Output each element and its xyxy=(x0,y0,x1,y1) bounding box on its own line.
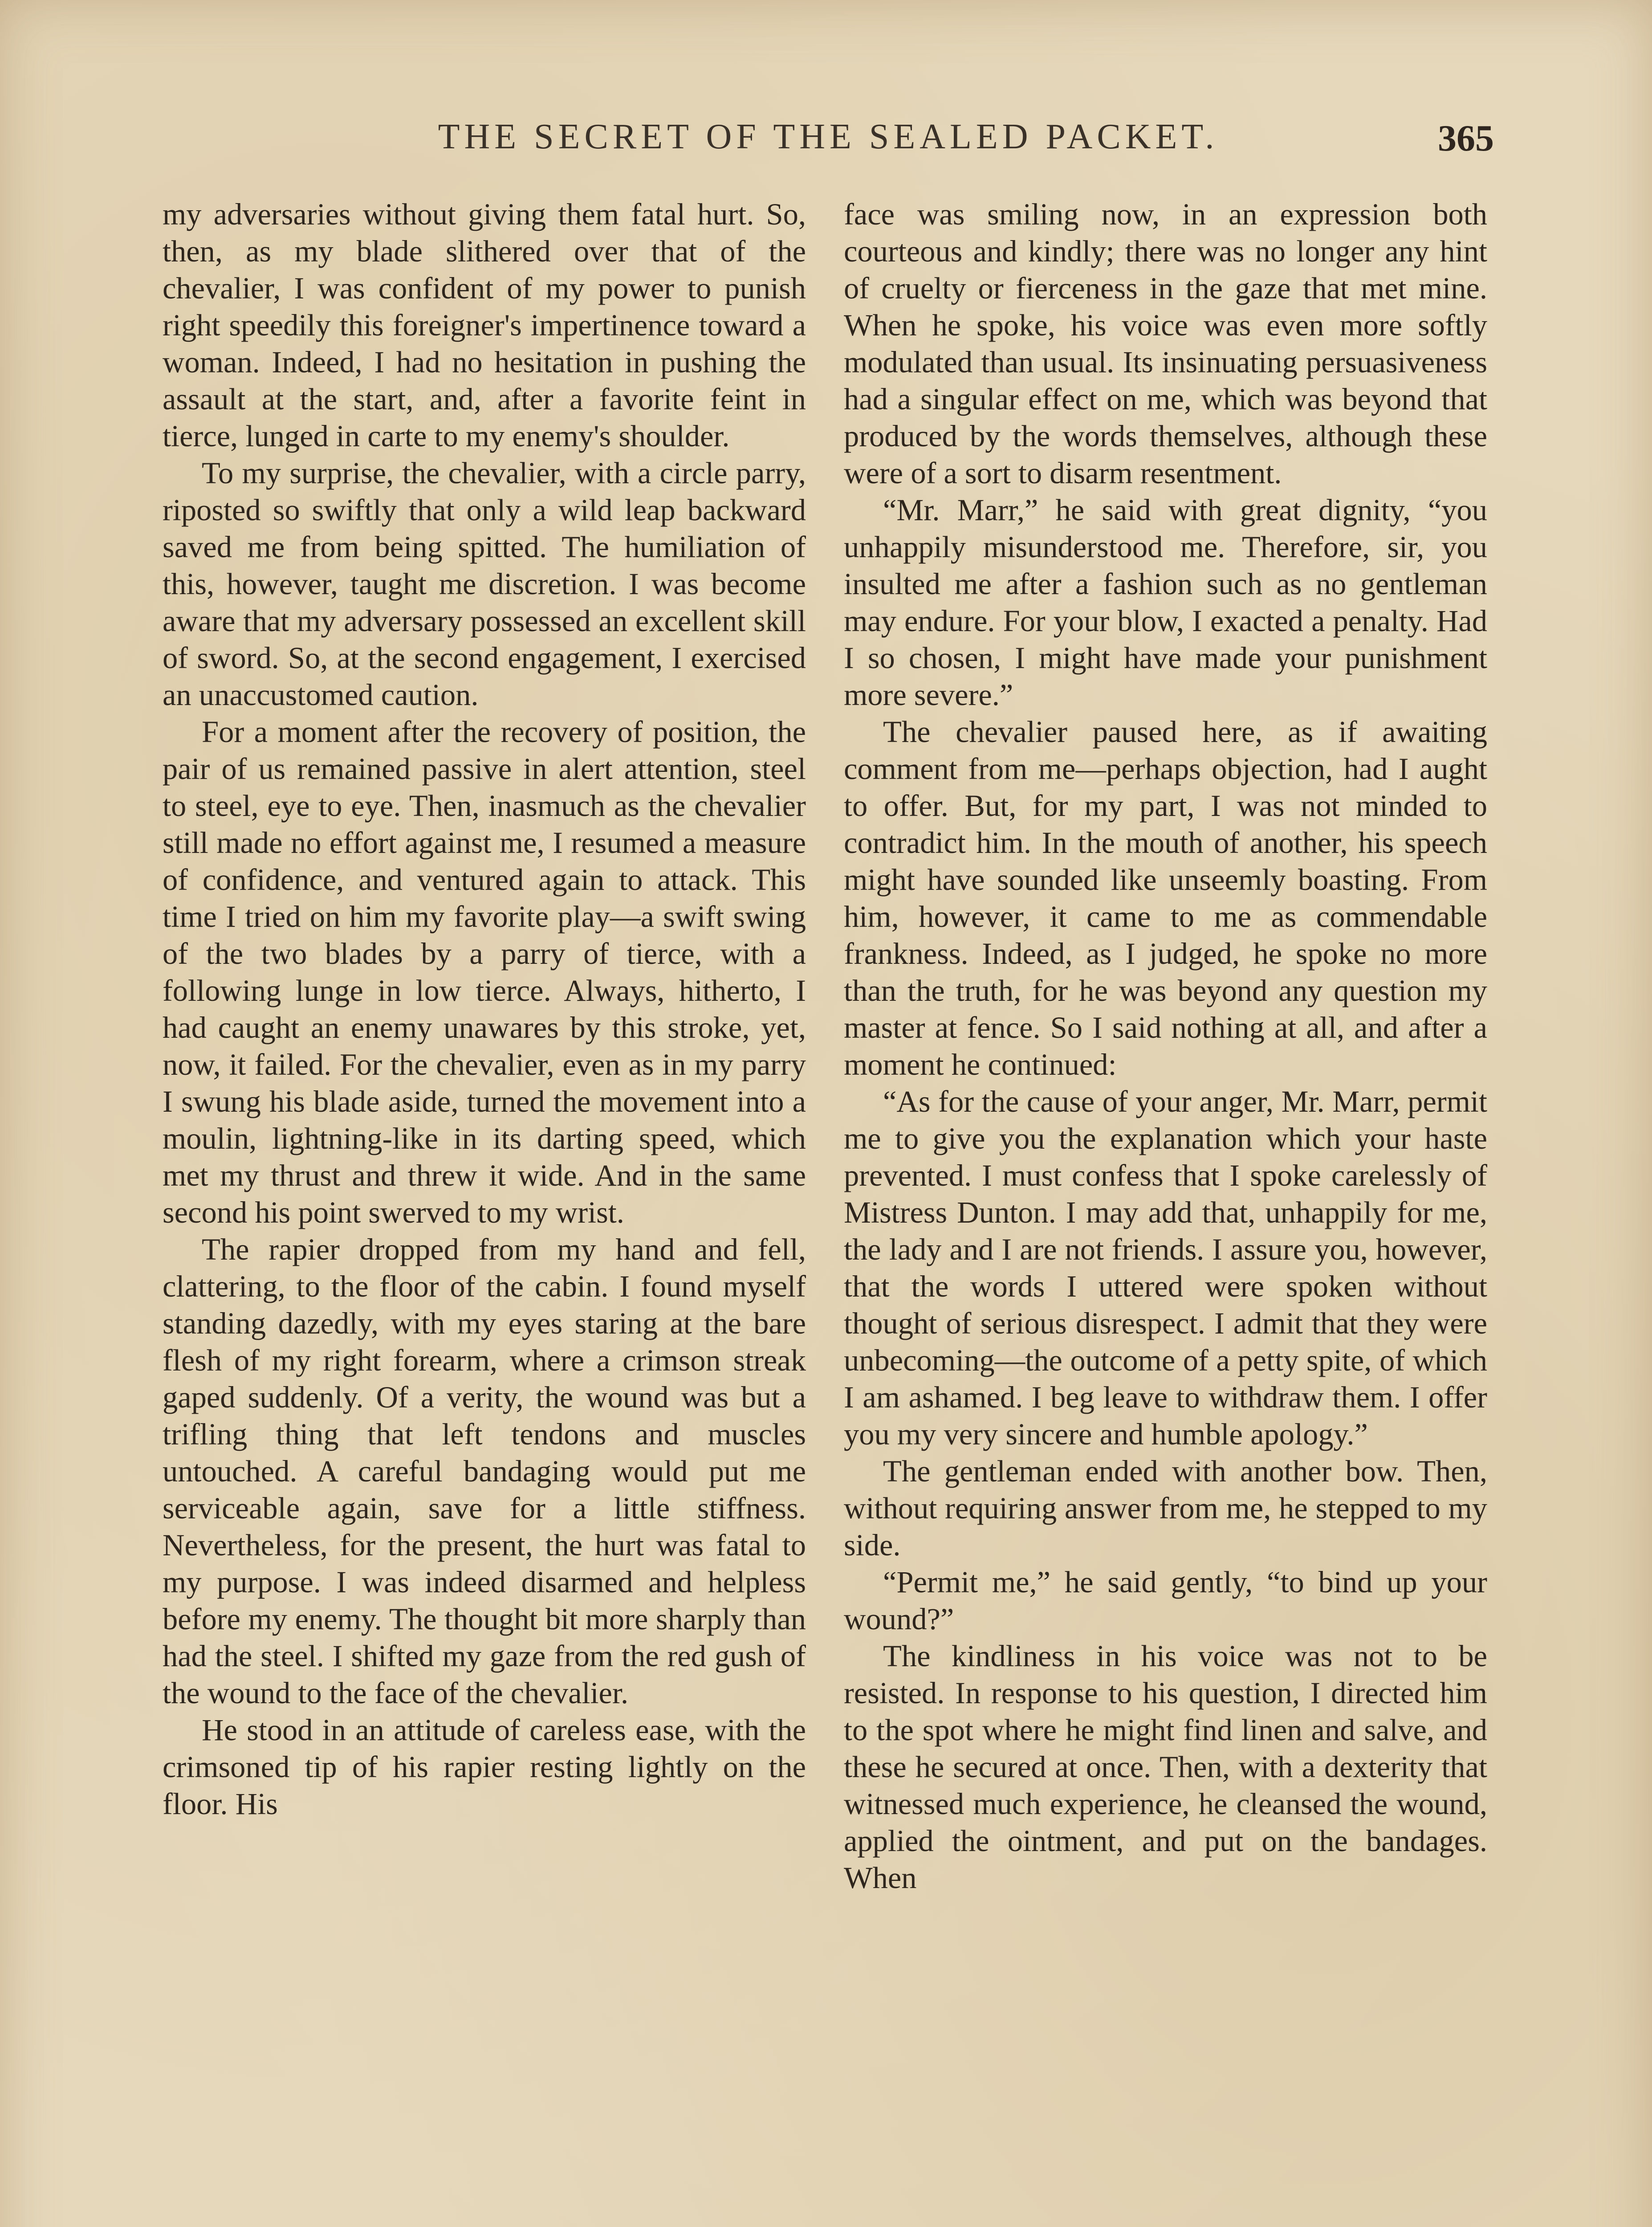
paragraph: face was smiling now, in an expression both courteous and kindly; there was no longer any hint of cruelty or fierceness in the gaze that met mine. When he spoke, his voice was even more softly modulated than usual. Its insinuating persuasiveness had a singular effect on me, which was beyond that produced by the words themselves, although these were of a sort to disarm resentment. xyxy=(844,197,1487,490)
paragraph: “As for the cause of your anger, Mr. Marr, permit me to give you the explanation which your haste prevented. I must confess that I spoke carelessly of Mistress Dunton. I may add that, unhappily for me, the lady and I are not friends. I assure you, however, that the words I uttered were spoken without thought of serious disrespect. I admit that they were unbecoming—the outcome of a petty spite, of which I am ashamed. I beg leave to withdraw them. I offer you my very sincere and humble apology.” xyxy=(844,1085,1487,1451)
paragraph: He stood in an attitude of careless ease, with the crimsoned tip of his rapier resting lightly on the floor. His xyxy=(163,1713,806,1821)
left-column xyxy=(163,196,806,2227)
paragraph: The rapier dropped from my hand and fell, clattering, to the floor of the cabin. I found myself standing dazedly, with my eyes staring at the bare flesh of my right forearm, where a crimson streak gaped suddenly. Of a verity, the wound was but a trifling thing that left tendons and muscles untouched. A careful bandaging would put me serviceable again, save for a little stiffness. Nevertheless, for the present, the hurt was fatal to my purpose. I was indeed disarmed and helpless before my enemy. The thought bit more sharply than had the steel. I shifted my gaze from the red gush of the wound to the face of the chevalier. xyxy=(163,1232,806,1710)
paragraph: The kindliness in his voice was not to be resisted. In response to his question, I directed him to the spot where he might find linen and salve, and these he secured at once. Then, with a dexterity that witnessed much experience, he cleansed the wound, applied the ointment, and put on the bandages. When xyxy=(844,1639,1487,1895)
running-title: THE SECRET OF THE SEALED PACKET. xyxy=(438,117,1219,156)
paragraph: For a moment after the recovery of position, the pair of us remained passive in alert attention, steel to steel, eye to eye. Then, inasmuch as the chevalier still made no effort against me, I resumed a measure of confidence, and ventured again to attack. This time I tried on him my favorite play—a swift swing of the two blades by a parry of tierce, with a following lunge in low tierce. Always, hitherto, I had caught an enemy unawares by this stroke, yet, now, it failed. For the chevalier, even as in my parry I swung his blade aside, turned the movement into a moulin, lightning-like in its darting speed, which met my thrust and threw it wide. And in the same second his point swerved to my wrist. xyxy=(163,715,806,1229)
paragraph: The chevalier paused here, as if awaiting comment from me—perhaps objection, had I aught to offer. But, for my part, I was not minded to contradict him. In the mouth of another, his speech might have sounded like unseemly boasting. From him, however, it came to me as commendable frankness. Indeed, as I judged, he spoke no more than the truth, for he was beyond any question my master at fence. So I said nothing at all, and after a moment he continued: xyxy=(844,715,1487,1081)
paragraph: my adversaries without giving them fatal hurt. So, then, as my blade slithered over that of the chevalier, I was confident of my power to punish right speedily this foreigner's impertinence toward a woman. Indeed, I had no hesitation in pushing the assault at the start, and, after a favorite feint in tierce, lunged in carte to my enemy's shoulder. xyxy=(163,197,806,453)
paragraph: The gentleman ended with another bow. Then, without requiring answer from me, he stepped to my side. xyxy=(844,1454,1487,1562)
paragraph: “Permit me,” he said gently, “to bind up your wound?” xyxy=(844,1565,1487,1636)
paragraph: To my surprise, the chevalier, with a circle parry, riposted so swiftly that only a wild leap backward saved me from being spitted. The humiliation of this, however, taught me discretion. I was become aware that my adversary possessed an excellent skill of sword. So, at the second engagement, I exercised an unaccustomed caution. xyxy=(163,456,806,712)
right-column xyxy=(844,196,1487,2227)
page-number: 365 xyxy=(1438,118,1494,159)
paragraph: “Mr. Marr,” he said with great dignity, “you unhappily misunderstood me. Therefore, sir, you insulted me after a fashion such as no gentleman may endure. For your blow, I exacted a penalty. Had I so chosen, I might have made your punishment more severe.” xyxy=(844,493,1487,712)
